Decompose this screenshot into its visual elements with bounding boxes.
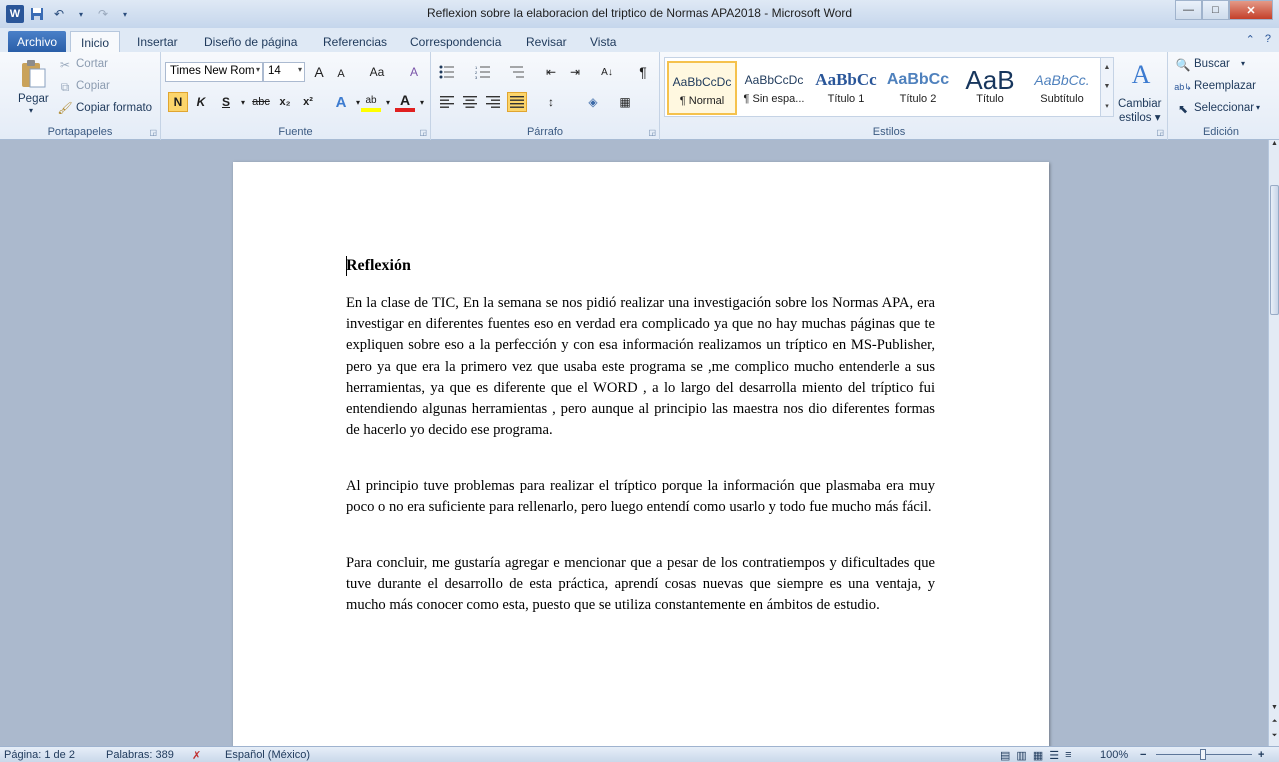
font-name-dropdown-icon[interactable]: ▾ [255,65,260,74]
close-button[interactable]: ✕ [1229,0,1273,20]
tab-correspondencia[interactable]: Correspondencia [410,35,502,49]
change-case-button[interactable]: Aa [369,65,385,79]
scroll-down-icon[interactable]: ▼ [1271,704,1278,711]
find-button[interactable]: Buscar [1194,58,1230,70]
document-heading[interactable]: Reflexión [346,257,411,274]
find-dropdown-icon[interactable]: ▾ [1241,59,1246,68]
find-icon[interactable]: 🔍 [1175,58,1191,72]
paragraph-2[interactable]: Al principio tuve problemas para realizar el tríptico porque la información que plasmaba era muy poco o no era suficiente para rellenarlo, pero luego entendí como usarlo y todo fue mucho más fácil. [346,478,935,516]
minimize-ribbon-icon[interactable]: ⌃ [1245,34,1255,46]
style-titulo-1-name: Título 1 [827,93,865,105]
word-app-icon[interactable]: W [6,5,24,23]
full-screen-reading-icon[interactable]: ▥ [1016,750,1027,762]
vertical-scrollbar[interactable] [1268,140,1279,746]
zoom-out-button[interactable]: − [1140,749,1147,761]
style-subtitulo[interactable] [1027,61,1097,115]
align-center-icon[interactable] [460,92,480,112]
style-normal-preview: AaBbCcDc [672,75,732,89]
style-titulo-preview: AaB [965,67,1015,93]
customize-qat-icon[interactable]: ▾ [122,9,127,19]
font-group-label: Fuente [278,126,313,138]
shading-icon[interactable]: ◈ [588,95,598,109]
editing-group [1168,52,1274,140]
svg-text:1: 1 [475,65,478,70]
decrease-indent-icon[interactable]: ⇤ [545,65,557,79]
proofing-icon[interactable]: ✗ [192,750,202,762]
gallery-down-icon[interactable]: ▼ [1103,83,1111,90]
paragraph-3[interactable]: Para concluir, me gustaría agregar e mencionar que a pesar de los contratiempos y dificultades que tuve durante el desarrollo de esta práctica, aprendí cosas nuevas que siempre es una ventaja, y mucho más conocer como esta, puesto que se utiliza constantemente en ámbitos de estudio. [346,555,935,614]
style-normal-name: ¶ Normal [679,95,725,107]
style-sin-espaciado-preview: AaBbCcDc [744,73,804,87]
format-painter-icon[interactable]: 🖌 [57,101,73,115]
format-painter-button[interactable]: Copiar formato [76,102,153,114]
italic-button[interactable]: K [196,95,206,109]
style-titulo-2-preview: AaBbCc [886,71,950,88]
subscript-button[interactable]: x₂ [279,96,291,108]
status-bar [0,746,1279,762]
style-titulo-1-preview: AaBbCc [815,70,877,89]
text-effects-button[interactable]: A [335,93,347,111]
superscript-button[interactable]: x² [303,96,313,108]
style-subtitulo-name: Subtítulo [1040,93,1084,105]
font-name-box[interactable] [165,62,263,82]
multilevel-list-icon[interactable] [507,62,527,82]
bullets-icon[interactable] [437,62,457,82]
strikethrough-button[interactable]: abc [252,96,270,108]
highlight-button[interactable]: ab [361,92,381,112]
paste-icon[interactable] [18,58,48,90]
numbering-icon[interactable] [473,62,493,82]
underline-dropdown-icon[interactable]: ▾ [240,97,245,107]
paragraph-launcher-icon[interactable]: ◲ [648,128,656,137]
editing-group-label: Edición [1202,126,1240,138]
web-layout-icon[interactable]: ▦ [1032,750,1044,762]
undo-icon[interactable]: ↶ [53,7,65,21]
styles-group-label: Estilos [872,126,906,138]
tab-diseno-pagina[interactable]: Diseño de página [204,35,298,49]
clear-format-button[interactable]: A [409,65,418,79]
page-count[interactable]: Página: 1 de 2 [4,749,75,761]
outline-icon[interactable]: ☰ [1049,750,1060,762]
show-marks-button[interactable]: ¶ [639,64,647,80]
paragraph-1[interactable]: En la clase de TIC, En la semana se nos pidió realizar una investigación sobre los Normas APA, era investigar en diferentes fuentes eso en verdad era complicado ya que no hay muchas páginas que te expliquen sobre eso a la perfección y con esa información realizamos un tríptico en MS-Publisher, pero ya que era la primero vez que usaba este programa se ,me complico mucho entenderle a sus herramientas, ya que es diferente que el WORD , a lo largo del desarrolla miento del tríptico fui entendiendo algunas herramientas , pero aunque al principio las maestra nos dio diferentes formas de hacerlo yo decido ese programa. [346,295,935,439]
grow-font-button[interactable]: A [314,64,324,80]
style-subtitulo-preview: AaBbCc. [1034,72,1090,88]
gallery-more-icon[interactable]: ▾ [1105,103,1109,110]
sort-icon[interactable]: A↓ [601,66,613,78]
font-name-value: Times New Rom [170,65,255,77]
align-left-icon[interactable] [437,92,457,112]
draft-icon[interactable]: ≡ [1065,749,1072,761]
cut-button[interactable]: Cortar [76,58,108,70]
style-sin-espaciado[interactable] [739,61,809,115]
view-buttons [1000,749,1072,762]
style-sin-espaciado-name: ¶ Sin espa... [743,93,805,105]
font-size-box[interactable] [263,62,305,82]
tab-vista[interactable]: Vista [590,35,617,49]
select-icon[interactable]: ⬉ [1177,102,1189,116]
font-launcher-icon[interactable]: ◲ [419,128,427,137]
maximize-button[interactable]: □ [1202,0,1229,20]
styles-gallery-scroll[interactable] [1100,58,1113,116]
zoom-in-button[interactable]: + [1258,749,1265,761]
font-group [161,52,431,140]
font-size-value: 14 [268,65,281,77]
style-titulo-2[interactable] [883,61,953,115]
title-bar [0,0,1279,28]
paste-button[interactable]: Pegar [18,93,49,105]
clipboard-launcher-icon[interactable]: ◲ [149,128,157,137]
prev-page-icon[interactable]: ⏶ [1271,718,1278,725]
change-styles-label-2: estilos [1118,112,1152,124]
dropdown-icon[interactable]: ▾ [78,9,83,19]
font-size-dropdown-icon[interactable]: ▾ [297,65,302,74]
tab-insertar[interactable]: Insertar [137,35,178,49]
minimize-button[interactable]: — [1175,0,1202,20]
select-dropdown-icon[interactable]: ▾ [1256,103,1261,112]
print-layout-icon[interactable]: ▤ [1000,750,1011,762]
zoom-level[interactable]: 100% [1100,749,1129,761]
styles-gallery [664,57,1114,117]
window-title: Reflexion sobre la elaboracion del triptico de Normas APA2018 - Microsoft Word [426,6,853,20]
copy-button[interactable]: Copiar [76,80,110,92]
clipboard-group-label: Portapapeles [47,126,113,138]
style-titulo[interactable] [955,61,1025,115]
scroll-up-icon[interactable]: ▲ [1271,140,1278,147]
ribbon [0,52,1279,140]
zoom-slider-knob[interactable] [1200,749,1206,760]
ribbon-tabs [0,28,1279,52]
paragraph-group [431,52,660,140]
word-count[interactable]: Palabras: 389 [106,749,174,761]
clipboard-group [0,52,161,140]
copy-icon[interactable]: ⧉ [60,79,70,94]
scroll-thumb[interactable] [1270,185,1279,315]
underline-button[interactable]: S [221,95,230,109]
language-status[interactable]: Español (México) [225,749,310,761]
cut-icon[interactable]: ✂ [59,58,71,72]
borders-icon[interactable]: ▦ [619,95,631,109]
change-styles-button[interactable]: Cambiar estilos ▾ [1118,98,1162,124]
text-effects-dropdown-icon[interactable]: ▾ [355,97,360,107]
shrink-font-button[interactable]: A [337,68,345,80]
tab-revisar[interactable]: Revisar [526,35,567,49]
style-titulo-name: Título [976,93,1004,105]
next-page-icon[interactable]: ⏷ [1271,732,1278,739]
style-titulo-1[interactable] [811,61,881,115]
help-icon[interactable]: ? [1264,33,1271,45]
change-styles-icon[interactable]: A [1131,60,1151,89]
align-right-icon[interactable] [483,92,503,112]
increase-indent-icon[interactable]: ⇥ [569,65,581,79]
tab-inicio[interactable]: Inicio [70,31,120,52]
document-area [0,140,1268,746]
svg-text:2: 2 [475,70,478,75]
redo-icon[interactable]: ↷ [97,7,109,21]
select-button[interactable]: Seleccionar [1194,102,1255,114]
svg-text:3: 3 [475,75,478,79]
replace-button[interactable]: Reemplazar [1194,80,1256,92]
tab-referencias[interactable]: Referencias [323,35,388,49]
style-titulo-2-name: Título 2 [899,93,937,105]
window-controls [1175,0,1273,20]
font-color-button[interactable]: A [395,92,415,112]
paragraph-group-label: Párrafo [526,126,564,138]
style-normal[interactable] [667,61,737,115]
change-styles-label: Cambiar [1118,98,1162,110]
gallery-up-icon[interactable]: ▲ [1103,64,1111,71]
paste-dropdown-icon[interactable]: ▾ [29,106,34,115]
font-color-dropdown-icon[interactable]: ▾ [419,97,424,107]
highlight-dropdown-icon[interactable]: ▾ [385,97,390,107]
replace-icon[interactable]: ab↳ [1174,81,1192,92]
help-area [1246,33,1271,46]
justify-icon[interactable] [507,92,527,112]
tab-archivo[interactable]: Archivo [8,31,66,52]
document-page[interactable] [233,162,1049,746]
styles-launcher-icon[interactable]: ◲ [1156,128,1164,137]
bold-button[interactable]: N [168,92,188,112]
line-spacing-icon[interactable]: ↕ [548,95,554,109]
